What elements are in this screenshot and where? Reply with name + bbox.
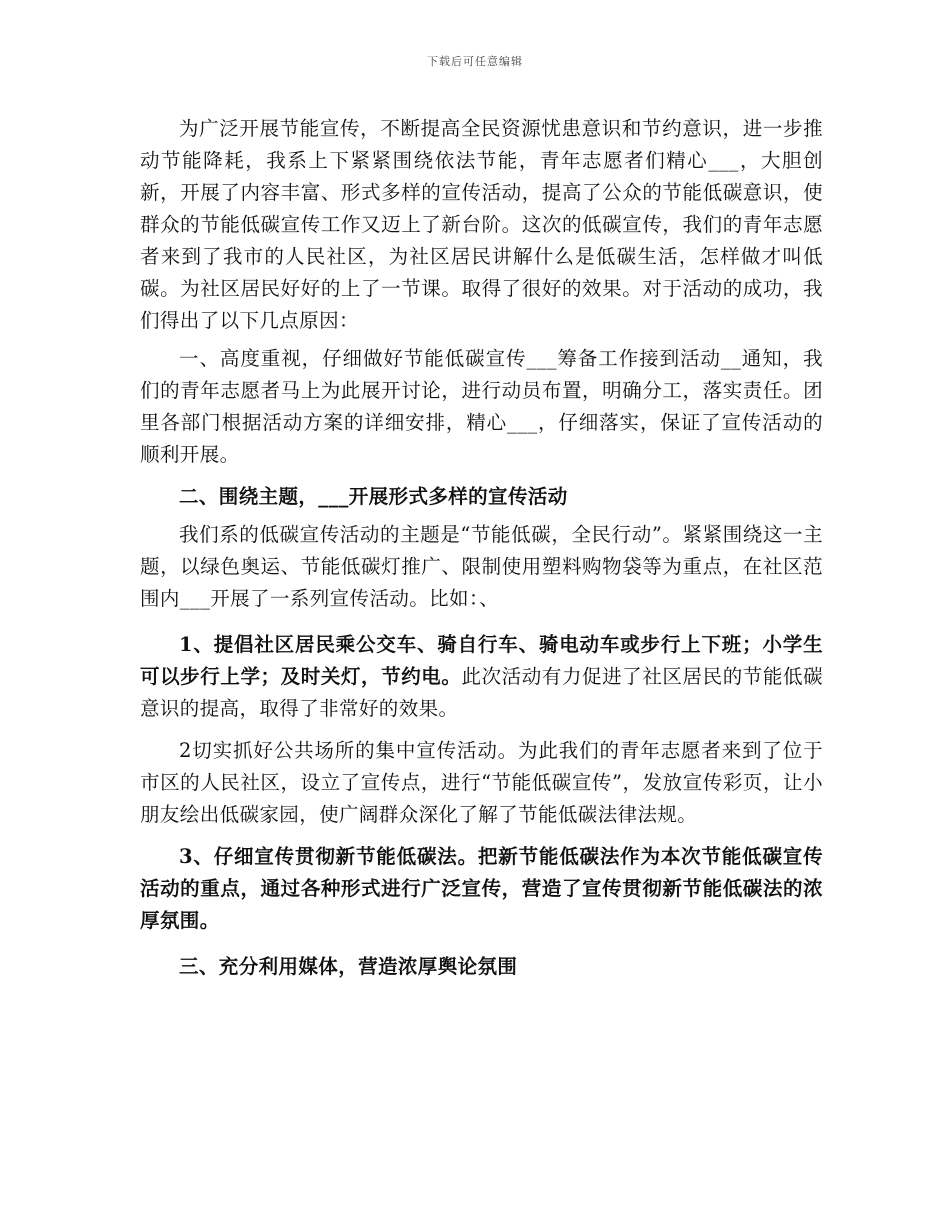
item-three-paragraph: 3、仔细宣传贯彻新节能低碳法。把新节能低碳法作为本次节能低碳宣传活动的重点，通过各种形式进行广泛宣传，营造了宣传贯彻新节能低碳法的浓厚氛围。: [140, 845, 823, 932]
item-one-text: 此次活动有力促进了社区居民的节能低碳意识的提高，取得了非常好的效果。: [140, 665, 823, 720]
section-two-heading: 二、围绕主题，___开展形式多样的宣传活动: [179, 485, 568, 508]
section-one-paragraph: 一、高度重视，仔细做好节能低碳宣传___筹备工作接到活动__通知，我们的青年志愿者马上为此展开讨论，进行动员布置，明确分工，落实责任。团里各部门根据活动方案的详细安排，精心___，仔细落实，保证了宣传活动的顺利开展。: [140, 347, 823, 466]
page-header: 下载后可任意编辑: [427, 55, 523, 68]
item-one-bold-text: 1、提倡社区居民乘公交车、骑自行车、骑电动车或步行上下班；小学生可以步行上学；及时关灯，节约电。: [140, 633, 823, 688]
item-one-paragraph: [140, 629, 823, 725]
document-body: [140, 113, 823, 983]
section-two-paragraph: 我们系的低碳宣传活动的主题是“节能低碳，全民行动”。紧紧围绕这一主题，以绿色奥运、节能低碳灯推广、限制使用塑料购物袋等为重点，在社区范围内___开展了一系列宣传活动。比如：、: [140, 523, 823, 610]
section-three-heading: 三、充分利用媒体，营造浓厚舆论氛围: [179, 955, 518, 978]
item-two-paragraph: 2切实抓好公共场所的集中宣传活动。为此我们的青年志愿者来到了位于市区的人民社区，设立了宣传点，进行“节能低碳宣传”，发放宣传彩页，让小朋友绘出低碳家园，使广阔群众深化了解了节能低碳法律法规。: [140, 739, 823, 826]
intro-paragraph: 为广泛开展节能宣传，不断提高全民资源忧患意识和节约意识，进一步推动节能降耗，我系上下紧紧围绕依法节能，青年志愿者们精心___，大胆创新，开展了内容丰富、形式多样的宣传活动，提高了公众的节能低碳意识，使群众的节能低碳宣传工作又迈上了新台阶。这次的低碳宣传，我们的青年志愿者来到了我市的人民社区，为社区居民讲解什么是低碳生活，怎样做才叫低碳。为社区居民好好的上了一节课。取得了很好的效果。对于活动的成功，我们得出了以下几点原因：: [140, 117, 823, 332]
